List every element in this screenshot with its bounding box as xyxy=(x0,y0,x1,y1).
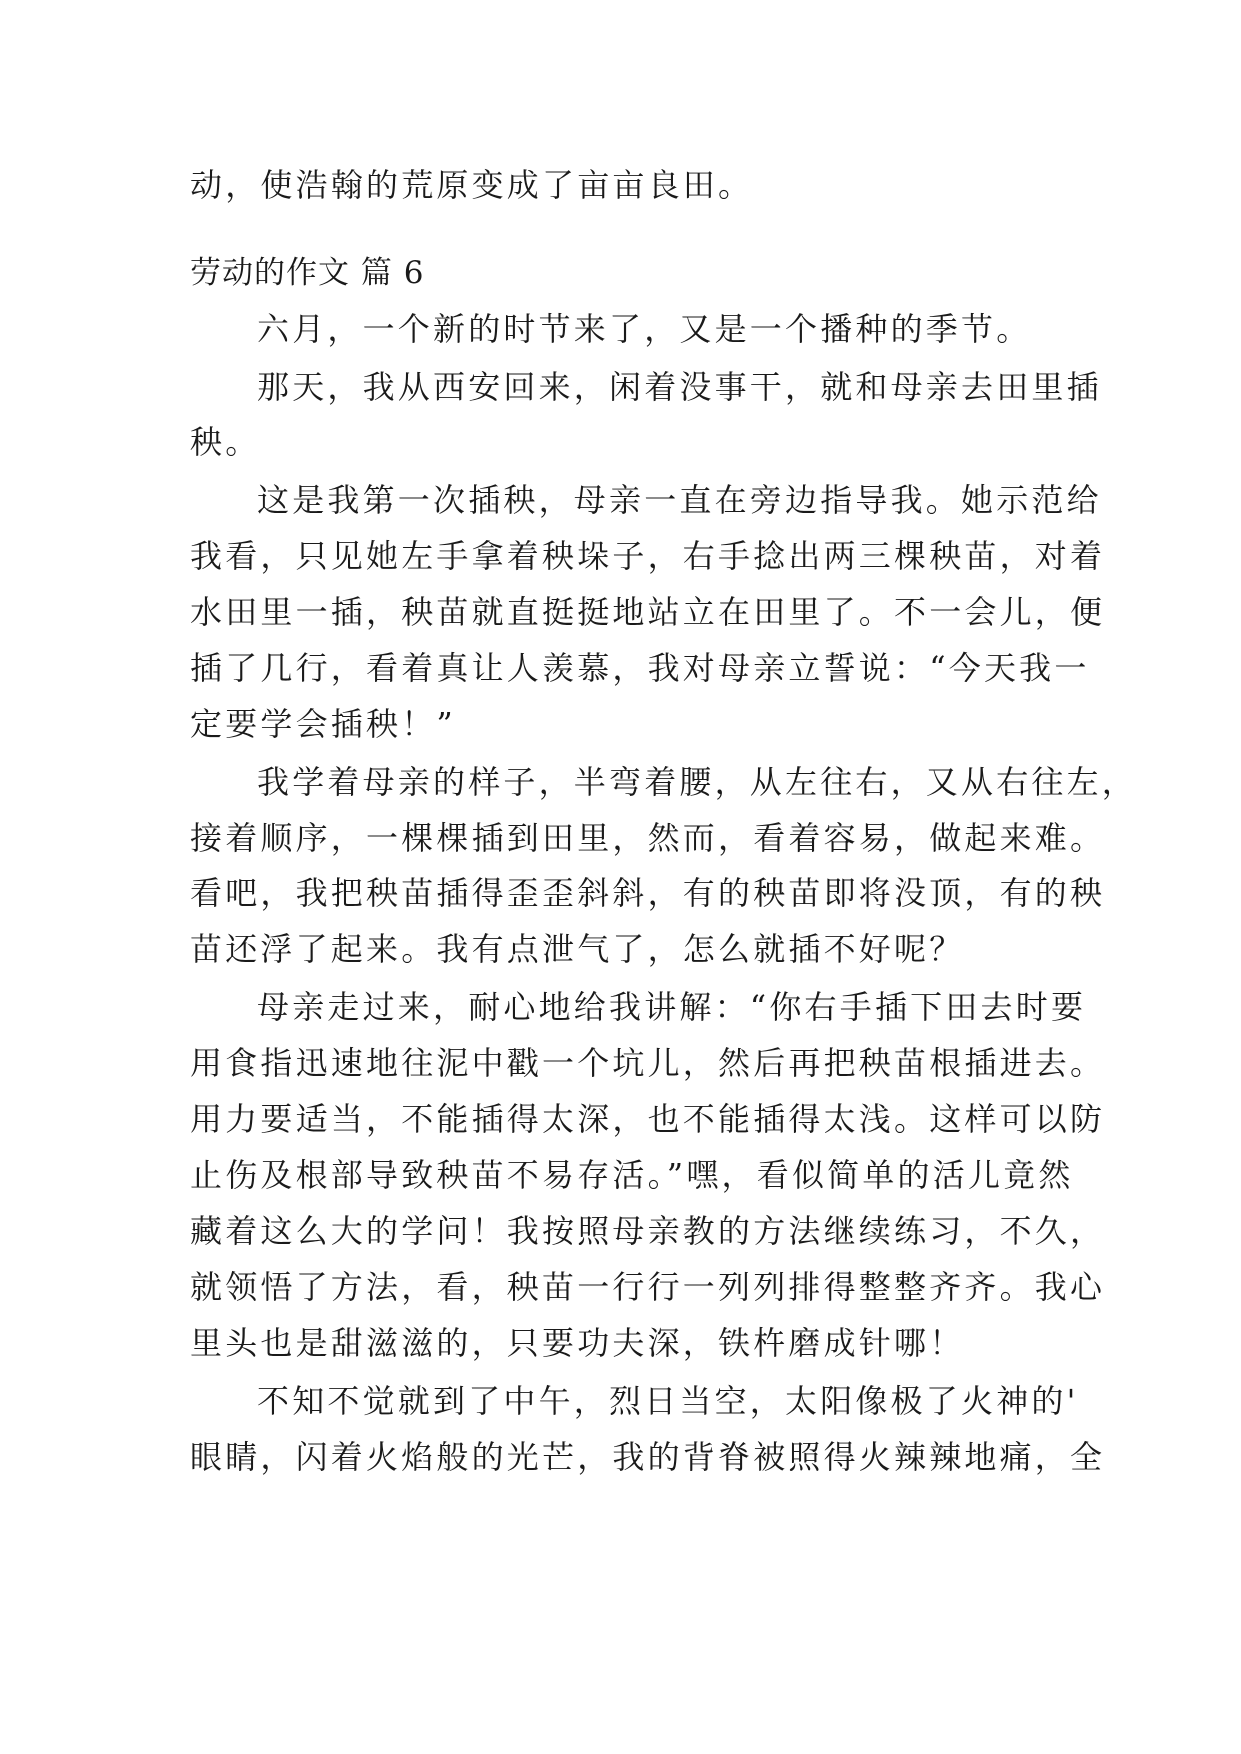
text-line: 接着顺序，一棵棵插到田里，然而，看着容易，做起来难。 xyxy=(190,819,1106,857)
text-line: 插了几行，看着真让人羡慕，我对母亲立誓说：“今天我一 xyxy=(190,649,1090,687)
text-line: 水田里一插，秧苗就直挺挺地站立在田里了。不一会儿，便 xyxy=(190,593,1106,631)
text-line: 我看，只见她左手拿着秧垛子，右手捻出两三棵秧苗，对着 xyxy=(190,537,1106,575)
text-line: 止伤及根部导致秧苗不易存活。”嘿，看似简单的活儿竟然 xyxy=(190,1156,1074,1194)
text-line: 定要学会插秧！” xyxy=(190,705,456,743)
text-line: 苗还浮了起来。我有点泄气了，怎么就插不好呢？ xyxy=(190,930,965,968)
text-line: 看吧，我把秧苗插得歪歪斜斜，有的秧苗即将没顶，有的秧 xyxy=(190,874,1106,912)
text-line: 眼睛，闪着火焰般的光芒，我的背脊被照得火辣辣地痛，全 xyxy=(190,1438,1106,1476)
text-line: 用力要适当，不能插得太深，也不能插得太浅。这样可以防 xyxy=(190,1100,1106,1138)
text-line: 那天，我从西安回来，闲着没事干，就和母亲去田里插 xyxy=(257,368,1102,406)
section-heading: 劳动的作文 篇 6 xyxy=(190,255,425,291)
text-line: 藏着这么大的学问！我按照母亲教的方法继续练习，不久， xyxy=(190,1212,1106,1250)
text-line: 用食指迅速地往泥中戳一个坑儿，然后再把秧苗根插进去。 xyxy=(190,1044,1106,1082)
text-line: 我学着母亲的样子，半弯着腰，从左往右，又从右往左， xyxy=(257,763,1138,801)
text-line: 母亲走过来，耐心地给我讲解：“你右手插下田去时要 xyxy=(257,988,1087,1026)
text-line: 就领悟了方法，看，秧苗一行行一列列排得整整齐齐。我心 xyxy=(190,1268,1106,1306)
text-line: 这是我第一次插秧，母亲一直在旁边指导我。她示范给 xyxy=(257,481,1102,519)
text-line: 秧。 xyxy=(190,423,261,461)
text-line: 六月，一个新的时节来了，又是一个播种的季节。 xyxy=(257,310,1032,348)
text-line: 动，使浩翰的荒原变成了亩亩良田。 xyxy=(190,166,754,204)
text-line: 里头也是甜滋滋的，只要功夫深，铁杵磨成针哪！ xyxy=(190,1324,965,1362)
text-line: 不知不觉就到了中午，烈日当空，太阳像极了火神的' xyxy=(257,1382,1079,1420)
